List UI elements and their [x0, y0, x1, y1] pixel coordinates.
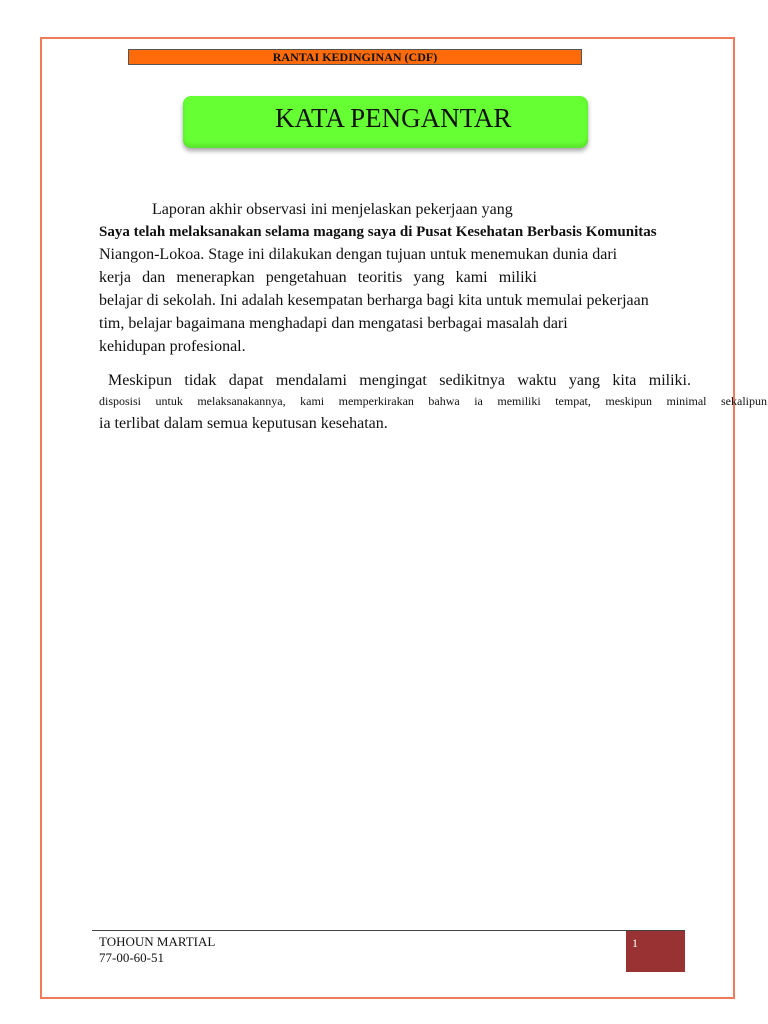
paragraph1-line1: Laporan akhir observasi ini menjelaskan pekerjaan yang: [152, 201, 513, 218]
page-number: 1: [632, 936, 638, 950]
footer-id-number: 77-00-60-51: [99, 950, 164, 965]
paragraph1-line3: Niangon-Lokoa. Stage ini dilakukan dengan tujuan untuk menemukan dunia dari: [99, 246, 618, 263]
title-box: [183, 96, 588, 148]
header-title: RANTAI KEDINGINAN (CDF): [272, 50, 438, 64]
paragraph2-line2: disposisi untuk melaksanakannya, kami memperkirakan bahwa ia memiliki tempat, meskipun minimal sekalipun: [99, 394, 767, 408]
page-number-box: [626, 931, 685, 972]
paragraph1-line2: Saya telah melaksanakan selama magang saya di Pusat Kesehatan Berbasis Komunitas: [99, 224, 657, 240]
paragraph1-line5: belajar di sekolah. Ini adalah kesempatan berharga bagi kita untuk memulai pekerjaan: [99, 292, 649, 309]
paragraph1-line7: kehidupan profesional.: [99, 338, 246, 355]
page-title: KATA PENGANTAR: [275, 103, 512, 133]
paragraph1-line4: kerja dan menerapkan pengetahuan teoritis yang kami miliki: [99, 269, 537, 286]
footer-author: TOHOUN MARTIAL: [99, 934, 216, 949]
footer-rule: [92, 930, 685, 931]
paragraph1-line6: tim, belajar bagaimana menghadapi dan mengatasi berbagai masalah dari: [99, 315, 568, 332]
paragraph2-line3: ia terlibat dalam semua keputusan kesehatan.: [99, 415, 388, 432]
page-border: [40, 37, 735, 999]
header-bar: [128, 49, 582, 65]
paragraph2-line1: Meskipun tidak dapat mendalami mengingat sedikitnya waktu yang kita miliki.: [108, 372, 691, 389]
